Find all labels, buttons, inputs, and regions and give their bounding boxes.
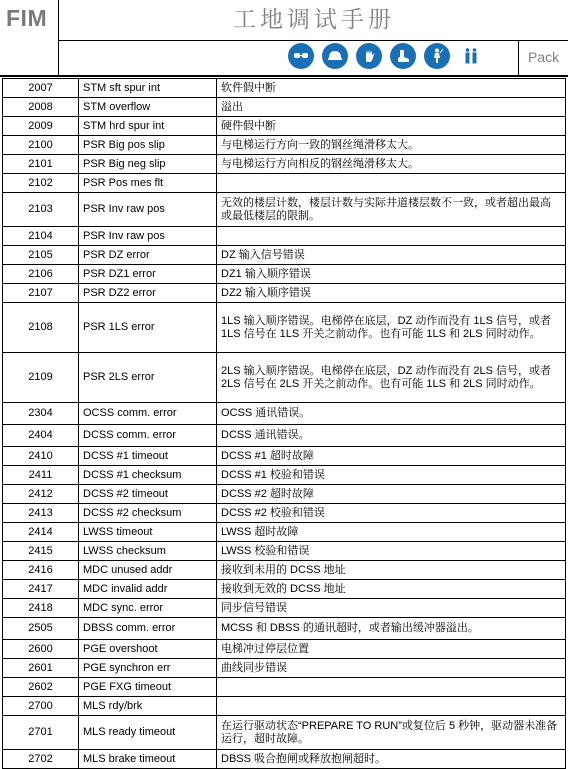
pack-label: Pack bbox=[528, 49, 560, 65]
name-cell: MDC sync. error bbox=[79, 599, 217, 618]
table-row bbox=[3, 98, 566, 117]
code-cell: 2416 bbox=[3, 561, 79, 580]
code-cell: 2600 bbox=[3, 640, 79, 659]
table-row bbox=[3, 659, 566, 678]
desc-cell: LWSS 校验和错误 bbox=[217, 542, 566, 561]
name-cell: LWSS checksum bbox=[79, 542, 217, 561]
desc-cell bbox=[217, 697, 566, 716]
table-row bbox=[3, 618, 566, 640]
name-cell: PSR Big pos slip bbox=[79, 136, 217, 155]
table-row bbox=[3, 580, 566, 599]
name-cell: PSR DZ1 error bbox=[79, 265, 217, 284]
table-row bbox=[3, 246, 566, 265]
desc-cell: DZ1 输入顺序错误 bbox=[217, 265, 566, 284]
table-row bbox=[3, 265, 566, 284]
code-cell: 2108 bbox=[3, 303, 79, 353]
table-row bbox=[3, 599, 566, 618]
name-cell: PGE FXG timeout bbox=[79, 678, 217, 697]
table-row bbox=[3, 561, 566, 580]
desc-cell: 无效的楼层计数，楼层计数与实际井道楼层数不一致，或者超出最高或最低楼层的限制。 bbox=[217, 193, 566, 227]
desc-cell bbox=[217, 227, 566, 246]
page-header bbox=[0, 0, 568, 76]
table-row bbox=[3, 117, 566, 136]
desc-cell: DCSS 通讯错误。 bbox=[217, 425, 566, 447]
desc-cell: 同步信号错误 bbox=[217, 599, 566, 618]
table-row bbox=[3, 504, 566, 523]
desc-cell: 在运行驱动状态“PREPARE TO RUN”或复位后 5 秒钟，驱动器未准备运行，超时故障。 bbox=[217, 716, 566, 750]
helmet-icon bbox=[322, 43, 348, 69]
desc-cell: DCSS #1 校验和错误 bbox=[217, 466, 566, 485]
code-cell: 2601 bbox=[3, 659, 79, 678]
name-cell: STM sft spur int bbox=[79, 79, 217, 98]
header-vertical-divider bbox=[58, 0, 59, 76]
name-cell: STM hrd spur int bbox=[79, 117, 217, 136]
table-row bbox=[3, 155, 566, 174]
table-row bbox=[3, 403, 566, 425]
code-cell: 2414 bbox=[3, 523, 79, 542]
table-row bbox=[3, 447, 566, 466]
code-cell: 2008 bbox=[3, 98, 79, 117]
glove-icon bbox=[356, 43, 382, 69]
table-row bbox=[3, 425, 566, 447]
code-cell: 2411 bbox=[3, 466, 79, 485]
code-cell: 2410 bbox=[3, 447, 79, 466]
people-icon bbox=[458, 43, 484, 69]
name-cell: PSR 1LS error bbox=[79, 303, 217, 353]
name-cell: MLS ready timeout bbox=[79, 716, 217, 750]
table-row bbox=[3, 174, 566, 193]
name-cell: PSR DZ error bbox=[79, 246, 217, 265]
name-cell: LWSS timeout bbox=[79, 523, 217, 542]
code-cell: 2505 bbox=[3, 618, 79, 640]
code-cell: 2404 bbox=[3, 425, 79, 447]
name-cell: MDC unused addr bbox=[79, 561, 217, 580]
name-cell: DCSS #1 timeout bbox=[79, 447, 217, 466]
table-row bbox=[3, 640, 566, 659]
code-cell: 2102 bbox=[3, 174, 79, 193]
table-row bbox=[3, 485, 566, 504]
name-cell: PSR 2LS error bbox=[79, 353, 217, 403]
desc-cell: 软件假中断 bbox=[217, 79, 566, 98]
code-cell: 2412 bbox=[3, 485, 79, 504]
brand-logo: FIM bbox=[6, 5, 48, 31]
name-cell: PSR DZ2 error bbox=[79, 284, 217, 303]
desc-cell: 1LS 输入顺序错误。电梯停在底层，DZ 动作而没有 1LS 信号，或者 1LS 信号在 1LS 开关之前动作。也有可能 1LS 和 2LS 同时动作。 bbox=[217, 303, 566, 353]
code-cell: 2701 bbox=[3, 716, 79, 750]
code-cell: 2107 bbox=[3, 284, 79, 303]
desc-cell bbox=[217, 174, 566, 193]
boot-icon bbox=[390, 43, 416, 69]
table-row bbox=[3, 678, 566, 697]
name-cell: DCSS #1 checksum bbox=[79, 466, 217, 485]
name-cell: DBSS comm. error bbox=[79, 618, 217, 640]
table-row bbox=[3, 303, 566, 353]
table-row bbox=[3, 697, 566, 716]
code-cell: 2109 bbox=[3, 353, 79, 403]
desc-cell: DBSS 吸合抱闸或释放抱闸超时。 bbox=[217, 750, 566, 769]
desc-cell: 硬件假中断 bbox=[217, 117, 566, 136]
desc-cell: DCSS #1 超时故障 bbox=[217, 447, 566, 466]
name-cell: MLS rdy/brk bbox=[79, 697, 217, 716]
table-row bbox=[3, 284, 566, 303]
code-cell: 2304 bbox=[3, 403, 79, 425]
header-bottom-rule bbox=[0, 75, 568, 77]
name-cell: PGE overshoot bbox=[79, 640, 217, 659]
code-cell: 2702 bbox=[3, 750, 79, 769]
desc-cell: 与电梯运行方向一致的钢丝绳滑移太大。 bbox=[217, 136, 566, 155]
desc-cell: DZ2 输入顺序错误 bbox=[217, 284, 566, 303]
code-cell: 2413 bbox=[3, 504, 79, 523]
desc-cell: DCSS #2 校验和错误 bbox=[217, 504, 566, 523]
name-cell: PSR Inv raw pos bbox=[79, 227, 217, 246]
name-cell: PSR Inv raw pos bbox=[79, 193, 217, 227]
name-cell: STM overflow bbox=[79, 98, 217, 117]
desc-cell: OCSS 通讯错误。 bbox=[217, 403, 566, 425]
code-cell: 2417 bbox=[3, 580, 79, 599]
table-row bbox=[3, 466, 566, 485]
table-row bbox=[3, 542, 566, 561]
name-cell: OCSS comm. error bbox=[79, 403, 217, 425]
desc-cell: MCSS 和 DBSS 的通讯超时，或者输出缓冲器溢出。 bbox=[217, 618, 566, 640]
code-cell: 2104 bbox=[3, 227, 79, 246]
table-row bbox=[3, 523, 566, 542]
table-row bbox=[3, 353, 566, 403]
desc-cell: DZ 输入信号错误 bbox=[217, 246, 566, 265]
code-cell: 2105 bbox=[3, 246, 79, 265]
code-cell: 2418 bbox=[3, 599, 79, 618]
table-row bbox=[3, 750, 566, 769]
code-cell: 2007 bbox=[3, 79, 79, 98]
page-title: 工地调试手册 bbox=[233, 7, 395, 33]
goggles-icon bbox=[288, 43, 314, 69]
desc-cell: DCSS #2 超时故障 bbox=[217, 485, 566, 504]
table-row bbox=[3, 79, 566, 98]
code-cell: 2602 bbox=[3, 678, 79, 697]
name-cell: DCSS #2 checksum bbox=[79, 504, 217, 523]
code-cell: 2415 bbox=[3, 542, 79, 561]
table-row bbox=[3, 193, 566, 227]
table-row bbox=[3, 136, 566, 155]
code-cell: 2700 bbox=[3, 697, 79, 716]
code-cell: 2101 bbox=[3, 155, 79, 174]
desc-cell: 曲线同步错误 bbox=[217, 659, 566, 678]
desc-cell: 溢出 bbox=[217, 98, 566, 117]
name-cell: PGE synchron err bbox=[79, 659, 217, 678]
pack-divider bbox=[518, 40, 519, 76]
desc-cell: 接收到无效的 DCSS 地址 bbox=[217, 580, 566, 599]
desc-cell: 2LS 输入顺序错误。电梯停在底层，DZ 动作而没有 2LS 信号，或者 2LS 信号在 2LS 开关之前动作。也有可能 1LS 和 2LS 同时动作。 bbox=[217, 353, 566, 403]
header-horizontal-divider bbox=[58, 40, 568, 41]
code-cell: 2103 bbox=[3, 193, 79, 227]
fault-code-table bbox=[2, 78, 566, 769]
table-row bbox=[3, 227, 566, 246]
code-cell: 2100 bbox=[3, 136, 79, 155]
name-cell: MDC invalid addr bbox=[79, 580, 217, 599]
name-cell: PSR Pos mes flt bbox=[79, 174, 217, 193]
desc-cell bbox=[217, 678, 566, 697]
name-cell: PSR Big neg slip bbox=[79, 155, 217, 174]
harness-icon bbox=[424, 43, 450, 69]
desc-cell: LWSS 超时故障 bbox=[217, 523, 566, 542]
code-cell: 2009 bbox=[3, 117, 79, 136]
name-cell: MLS brake timeout bbox=[79, 750, 217, 769]
name-cell: DCSS #2 timeout bbox=[79, 485, 217, 504]
name-cell: DCSS comm. error bbox=[79, 425, 217, 447]
desc-cell: 接收到未用的 DCSS 地址 bbox=[217, 561, 566, 580]
table-row bbox=[3, 716, 566, 750]
desc-cell: 电梯冲过停层位置 bbox=[217, 640, 566, 659]
desc-cell: 与电梯运行方向相反的钢丝绳滑移太大。 bbox=[217, 155, 566, 174]
code-cell: 2106 bbox=[3, 265, 79, 284]
